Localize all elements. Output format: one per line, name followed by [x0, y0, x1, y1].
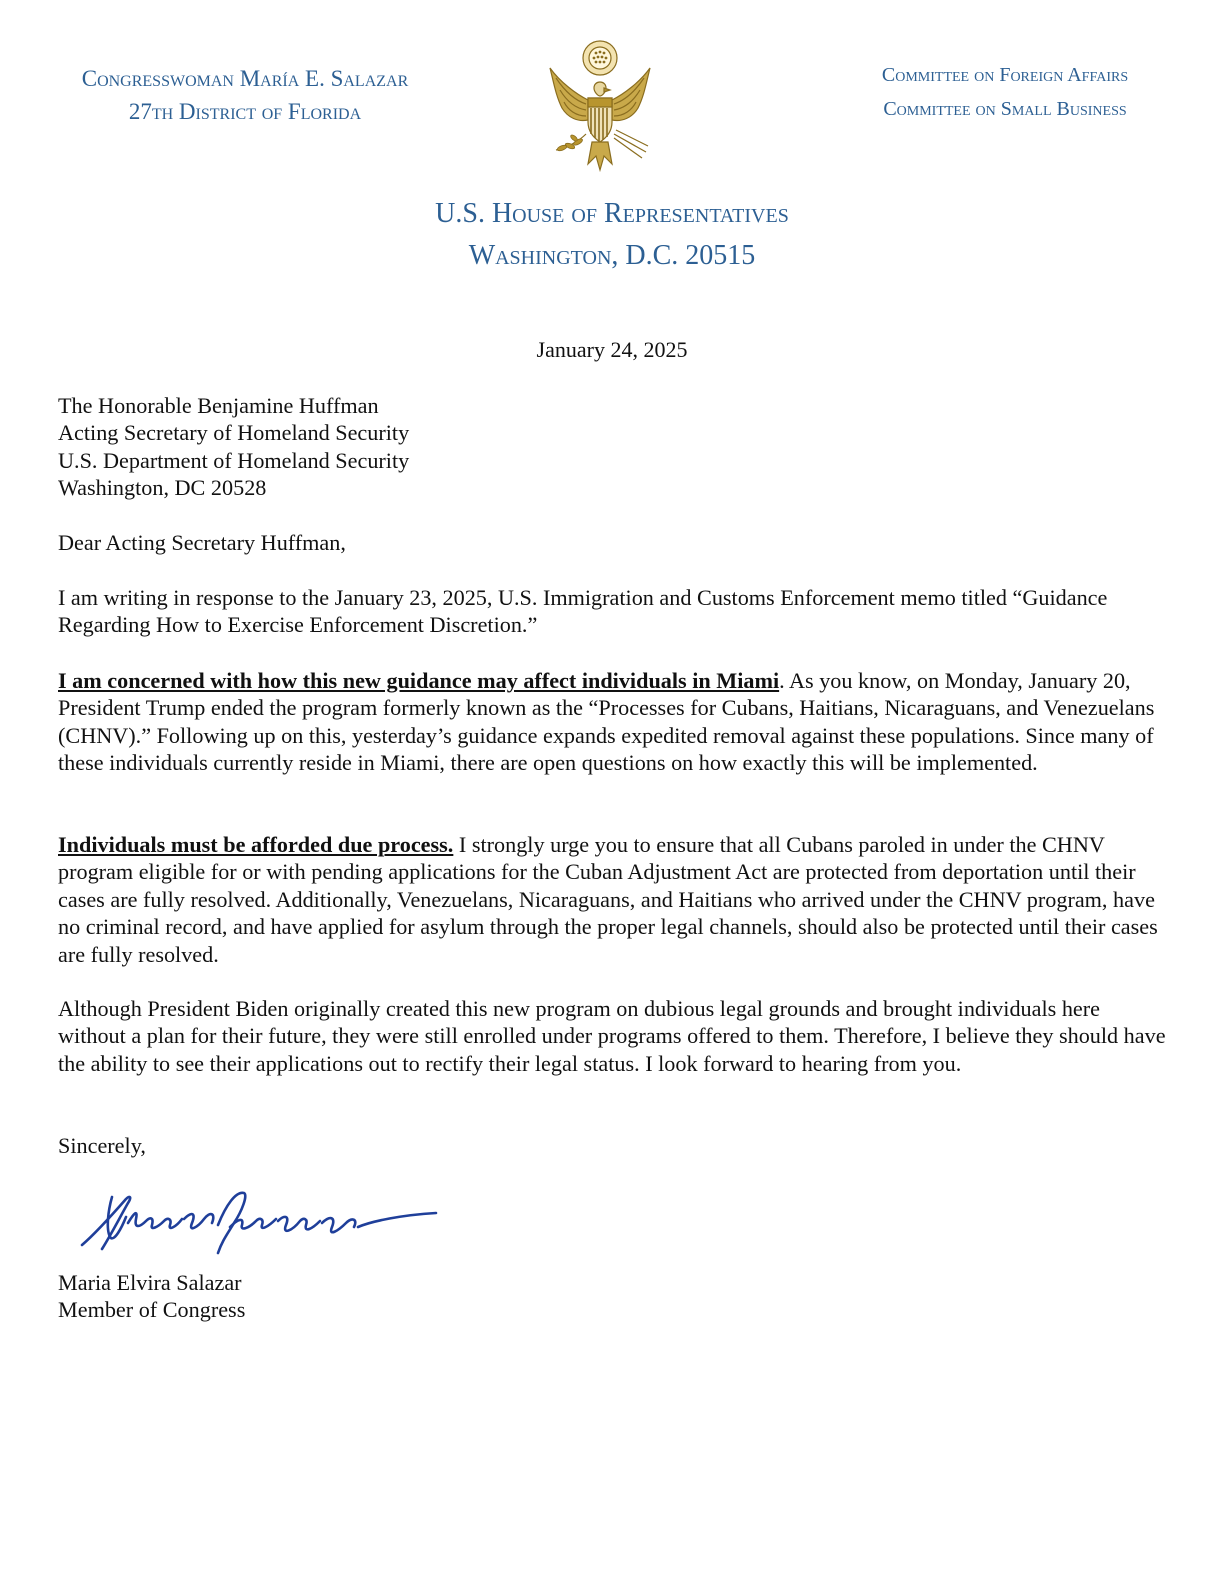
letterhead-left — [60, 62, 430, 128]
paragraph-3 — [58, 831, 1168, 968]
letterhead-right — [855, 58, 1155, 126]
recipient-line: The Honorable Benjamine Huffman — [58, 393, 379, 418]
signatory-block — [58, 1269, 1168, 1324]
committee-small-business: Committee on Small Business — [883, 98, 1127, 120]
paragraph-2-body: . As you know, on Monday, January 20, President Trump ended the program formerly known as the “Processes for Cubans, Haitians, Nicaraguans, and Venezuelans (CHNV).” Following up on this, yesterday’s guidance expands expedited removal against these populations. Since many of these individuals currently reside in Miami, there are open questions on how exactly this will be implemented. — [58, 668, 1155, 776]
paragraph-2-lead: I am concerned with how this new guidance may affect individuals in Miami — [58, 668, 780, 693]
congresswoman-name: Congresswoman María E. Salazar — [81, 66, 409, 91]
paragraph-4: Although President Biden originally created this new program on dubious legal grounds and brought individuals here without a plan for their future, they were still enrolled under programs offered to them. Therefore, I believe they should have the ability to see their applications out to rectify their legal status. I look forward to hearing from you. — [58, 996, 1166, 1076]
district-name: 27th District of Florida — [128, 99, 362, 124]
recipient-line: Washington, DC 20528 — [58, 475, 267, 501]
signatory-name: Maria Elvira Salazar — [58, 1270, 242, 1295]
salutation: Dear Acting Secretary Huffman, — [58, 530, 346, 555]
paragraph-3-body: I strongly urge you to ensure that all Cubans paroled in under the CHNV program eligible for or with pending applications for the Cuban Adjustment Act are protected from deportation until their cases are fully resolved. Additionally, Venezuelans, Nicaraguans, and Haitians who arrived under the CHNV program, have no criminal record, and have applied for asylum through the proper legal channels, should also be protected until their cases are fully resolved. — [58, 832, 1158, 967]
great-seal-eagle-icon — [538, 38, 662, 174]
recipient-address — [58, 392, 1168, 502]
house-name: U.S. House of Representatives — [435, 198, 789, 229]
recipient-line: Acting Secretary of Homeland Security — [58, 420, 410, 446]
closing: Sincerely, — [58, 1133, 146, 1158]
paragraph-1: I am writing in response to the January 23, 2025, U.S. Immigration and Customs Enforcement memo titled “Guidance Regarding How to Exercise Enforcement Discretion.” — [58, 585, 1108, 638]
committee-foreign-affairs: Committee on Foreign Affairs — [881, 64, 1129, 86]
letter-date: January 24, 2025 — [536, 337, 688, 362]
letterhead-center — [362, 193, 862, 277]
house-address: Washington, D.C. 20515 — [468, 240, 756, 271]
paragraph-2 — [58, 667, 1168, 777]
paragraph-3-lead: Individuals must be afforded due process. — [58, 832, 454, 857]
signatory-title: Member of Congress — [58, 1297, 246, 1323]
handwritten-signature — [72, 1183, 444, 1263]
recipient-line: U.S. Department of Homeland Security — [58, 447, 410, 473]
